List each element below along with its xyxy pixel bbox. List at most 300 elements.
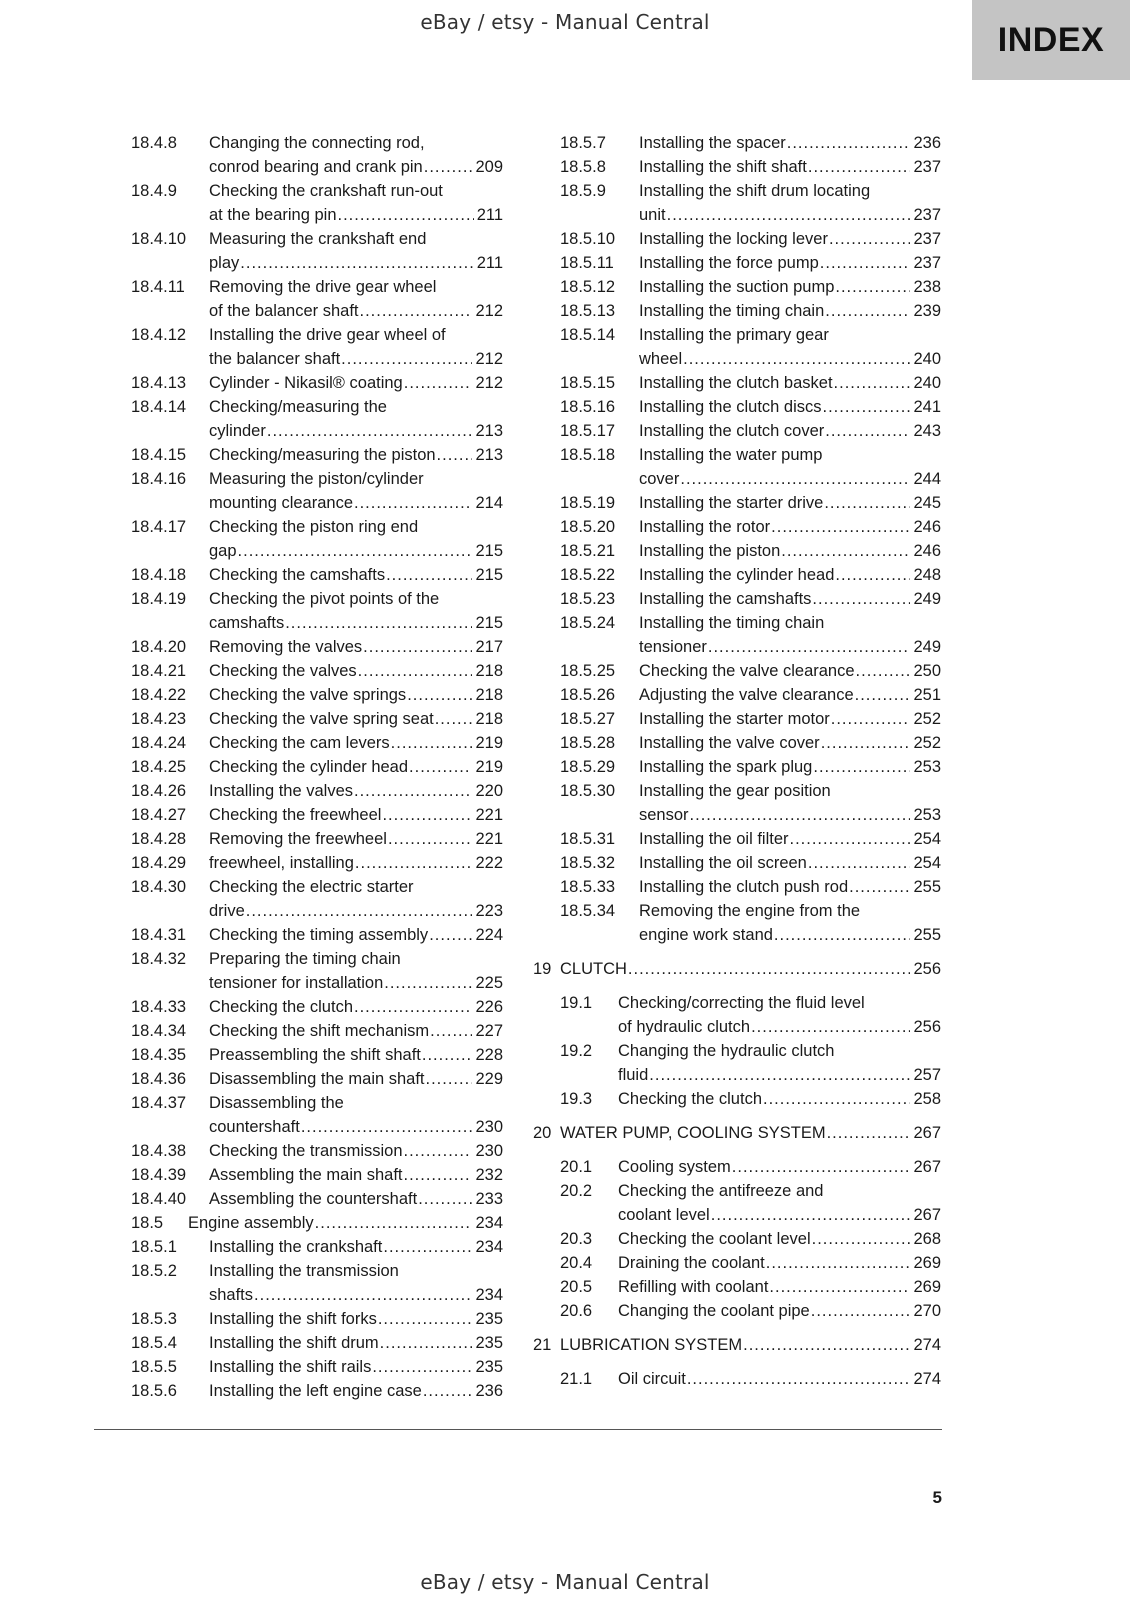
toc-entry-page: 217 xyxy=(475,638,503,656)
toc-entry[interactable] xyxy=(533,1087,941,1111)
toc-entry-page: 220 xyxy=(475,782,503,800)
toc-entry-title: Installing the starter motor xyxy=(639,710,830,728)
toc-entry-page: 258 xyxy=(913,1090,941,1108)
toc-entry-number: 19.3 xyxy=(560,1090,593,1108)
dot-leader xyxy=(812,587,910,611)
toc-entry[interactable] xyxy=(131,875,503,923)
dot-leader xyxy=(683,347,910,371)
toc-entry-page: 245 xyxy=(913,494,941,512)
toc-entry-title: CLUTCH xyxy=(560,960,627,978)
toc-entry-title: cover xyxy=(639,470,680,488)
toc-entry-number: 18.4.27 xyxy=(131,806,187,824)
dot-leader xyxy=(388,827,473,851)
toc-entry-number: 18.4.30 xyxy=(131,878,187,896)
toc-entry-number: 20.5 xyxy=(560,1278,593,1296)
toc-entry-title: LUBRICATION SYSTEM xyxy=(560,1336,743,1354)
toc-entry-number: 18.5.19 xyxy=(560,494,616,512)
toc-entry-page: 253 xyxy=(913,758,941,776)
toc-entry-number: 18.4.11 xyxy=(131,278,185,296)
toc-entry-title: Disassembling the xyxy=(209,1094,344,1112)
dot-leader xyxy=(824,491,910,515)
toc-entry[interactable] xyxy=(533,1121,941,1145)
toc-entry-number: 18.5.32 xyxy=(560,854,616,872)
toc-entry-number: 18.4.10 xyxy=(131,230,187,248)
toc-entry-page: 254 xyxy=(913,854,941,872)
toc-entry-page: 256 xyxy=(913,1018,941,1036)
toc-entry-title: countershaft xyxy=(209,1118,300,1136)
toc-entry[interactable] xyxy=(533,779,941,827)
toc-entry-number: 18.4.37 xyxy=(131,1094,187,1112)
toc-entry-title: Installing the suction pump xyxy=(639,278,835,296)
toc-entry[interactable] xyxy=(131,1235,503,1259)
dot-leader xyxy=(404,1163,473,1187)
toc-entry-title: Assembling the main shaft xyxy=(209,1166,403,1184)
toc-entry-number: 18.4.15 xyxy=(131,446,187,464)
toc-entry[interactable] xyxy=(533,251,941,275)
toc-entry-number: 18.5.29 xyxy=(560,758,616,776)
toc-entry[interactable] xyxy=(533,899,941,947)
toc-entry-page: 253 xyxy=(913,806,941,824)
toc-entry-title: freewheel, installing xyxy=(209,854,354,872)
toc-entry[interactable] xyxy=(131,851,503,875)
toc-entry-page: 228 xyxy=(475,1046,503,1064)
toc-entry[interactable] xyxy=(131,659,503,683)
toc-entry[interactable] xyxy=(131,1067,503,1091)
toc-entry-title: Measuring the crankshaft end xyxy=(209,230,427,248)
toc-entry-title: sensor xyxy=(639,806,689,824)
toc-entry[interactable] xyxy=(533,957,941,981)
toc-entry-page: 267 xyxy=(913,1158,941,1176)
toc-entry[interactable] xyxy=(533,155,941,179)
toc-entry[interactable] xyxy=(533,755,941,779)
index-tab: INDEX xyxy=(972,0,1130,80)
toc-entry-title: Installing the rotor xyxy=(639,518,771,536)
toc-entry-title: Installing the gear position xyxy=(639,782,831,800)
dot-leader xyxy=(238,539,473,563)
toc-entry-number: 18.5.28 xyxy=(560,734,616,752)
toc-entry-number: 19.1 xyxy=(560,994,593,1012)
toc-entry[interactable] xyxy=(131,467,503,515)
toc-entry[interactable] xyxy=(533,443,941,491)
toc-entry[interactable] xyxy=(131,1331,503,1355)
toc-entry[interactable] xyxy=(131,179,503,227)
toc-entry-number: 18.5.34 xyxy=(560,902,616,920)
toc-entry-page: 219 xyxy=(475,758,503,776)
toc-entry[interactable] xyxy=(131,779,503,803)
toc-entry[interactable] xyxy=(131,1355,503,1379)
toc-entry-number: 18.5.30 xyxy=(560,782,616,800)
dot-leader xyxy=(628,957,911,981)
dot-leader xyxy=(354,491,472,515)
toc-entry[interactable] xyxy=(533,419,941,443)
toc-entry-number: 18.4.31 xyxy=(131,926,187,944)
toc-entry-page: 267 xyxy=(913,1206,941,1224)
toc-entry-title: Cylinder - Nikasil® coating xyxy=(209,374,403,392)
toc-entry-title: Changing the coolant pipe xyxy=(618,1302,810,1320)
toc-entry-number: 20.4 xyxy=(560,1254,593,1272)
dot-leader xyxy=(315,1211,473,1235)
toc-entry[interactable] xyxy=(131,227,503,275)
toc-entry-number: 18.5.4 xyxy=(131,1334,177,1352)
toc-entry[interactable] xyxy=(533,991,941,1039)
toc-entry-page: 218 xyxy=(475,686,503,704)
toc-entry-page: 214 xyxy=(475,494,503,512)
toc-entry-title: Installing the shift shaft xyxy=(639,158,807,176)
toc-entry-number: 18.4.22 xyxy=(131,686,187,704)
dot-leader xyxy=(835,563,910,587)
toc-entry-title: cylinder xyxy=(209,422,266,440)
toc-entry-page: 246 xyxy=(913,518,941,536)
toc-entry-title: Installing the spacer xyxy=(639,134,786,152)
toc-entry[interactable] xyxy=(533,1179,941,1227)
toc-entry[interactable] xyxy=(131,323,503,371)
toc-entry[interactable] xyxy=(533,371,941,395)
toc-entry-title: Installing the valve cover xyxy=(639,734,820,752)
toc-entry[interactable] xyxy=(533,515,941,539)
dot-leader xyxy=(407,683,472,707)
toc-entry-page: 215 xyxy=(475,614,503,632)
toc-entry[interactable] xyxy=(131,1091,503,1139)
toc-entry[interactable] xyxy=(533,827,941,851)
toc-entry-title: Preparing the timing chain xyxy=(209,950,401,968)
toc-entry-title: Checking the freewheel xyxy=(209,806,382,824)
toc-entry-page: 243 xyxy=(913,422,941,440)
toc-entry-title: of the balancer shaft xyxy=(209,302,359,320)
dot-leader xyxy=(849,875,910,899)
toc-entry-title: Engine assembly xyxy=(188,1214,314,1232)
toc-entry[interactable] xyxy=(131,1043,503,1067)
toc-entry-number: 18.4.35 xyxy=(131,1046,187,1064)
dot-leader xyxy=(808,155,911,179)
toc-entry-page: 267 xyxy=(913,1124,941,1142)
toc-entry-page: 237 xyxy=(913,230,941,248)
toc-entry[interactable] xyxy=(533,1367,941,1391)
toc-entry[interactable] xyxy=(131,395,503,443)
toc-entry-title: Installing the drive gear wheel of xyxy=(209,326,446,344)
toc-entry-title: coolant level xyxy=(618,1206,710,1224)
toc-entry[interactable] xyxy=(131,923,503,947)
toc-entry-title: shafts xyxy=(209,1286,254,1304)
dot-leader xyxy=(834,371,911,395)
toc-entry[interactable] xyxy=(131,755,503,779)
toc-entry-number: 20.1 xyxy=(560,1158,593,1176)
toc-entry[interactable] xyxy=(533,395,941,419)
toc-entry-title: fluid xyxy=(618,1066,649,1084)
toc-entry-page: 237 xyxy=(913,254,941,272)
toc-entry-title: Draining the coolant xyxy=(618,1254,765,1272)
toc-entry-number: 18.5.2 xyxy=(131,1262,177,1280)
toc-entry[interactable] xyxy=(131,515,503,563)
toc-entry-page: 239 xyxy=(913,302,941,320)
toc-entry-number: 18.5.16 xyxy=(560,398,616,416)
toc-entry-title: Checking/correcting the fluid level xyxy=(618,994,865,1012)
toc-entry[interactable] xyxy=(533,1155,941,1179)
toc-entry[interactable] xyxy=(131,1163,503,1187)
toc-entry-number: 18.5.15 xyxy=(560,374,616,392)
toc-entry-page: 244 xyxy=(913,470,941,488)
dot-leader xyxy=(301,1115,473,1139)
toc-entry-title: Installing the oil screen xyxy=(639,854,807,872)
dot-leader xyxy=(763,1087,910,1111)
dot-leader xyxy=(829,227,911,251)
toc-entry[interactable] xyxy=(131,371,503,395)
dot-leader xyxy=(285,611,472,635)
toc-entry[interactable] xyxy=(533,227,941,251)
toc-entry-title: Changing the hydraulic clutch xyxy=(618,1042,835,1060)
toc-entry-title: Checking the valve springs xyxy=(209,686,407,704)
dot-leader xyxy=(360,299,473,323)
toc-entry-page: 218 xyxy=(475,662,503,680)
toc-entry-number: 18.5 xyxy=(131,1214,164,1232)
toc-entry-title: Checking the valve spring seat xyxy=(209,710,434,728)
page-number: 5 xyxy=(932,1488,942,1507)
dot-leader xyxy=(835,275,910,299)
dot-leader xyxy=(787,131,911,155)
toc-entry[interactable] xyxy=(131,1019,503,1043)
toc-entry[interactable] xyxy=(533,491,941,515)
toc-entry-number: 18.5.22 xyxy=(560,566,616,584)
toc-entry-page: 240 xyxy=(913,374,941,392)
toc-entry-page: 223 xyxy=(475,902,503,920)
toc-entry[interactable] xyxy=(131,683,503,707)
toc-entry[interactable] xyxy=(533,323,941,371)
toc-entry-title: Removing the engine from the xyxy=(639,902,861,920)
toc-entry-page: 240 xyxy=(913,350,941,368)
toc-entry-title: drive xyxy=(209,902,245,920)
dot-leader xyxy=(430,1019,472,1043)
toc-entry-title: Checking the piston ring end xyxy=(209,518,419,536)
toc-entry-title: Measuring the piston/cylinder xyxy=(209,470,424,488)
toc-entry[interactable] xyxy=(131,803,503,827)
toc-entry-page: 219 xyxy=(475,734,503,752)
toc-entry-title: the balancer shaft xyxy=(209,350,341,368)
dot-leader xyxy=(355,851,473,875)
toc-entry[interactable] xyxy=(131,587,503,635)
toc-entry[interactable] xyxy=(131,731,503,755)
toc-entry-page: 213 xyxy=(475,446,503,464)
toc-entry-page: 251 xyxy=(913,686,941,704)
toc-entry-title: Installing the cylinder head xyxy=(639,566,835,584)
toc-entry-page: 224 xyxy=(475,926,503,944)
toc-entry-title: Installing the clutch basket xyxy=(639,374,833,392)
toc-entry[interactable] xyxy=(533,1039,941,1087)
dot-leader xyxy=(404,1139,473,1163)
toc-entry[interactable] xyxy=(533,299,941,323)
toc-entry[interactable] xyxy=(131,131,503,179)
dot-leader xyxy=(811,1299,911,1323)
toc-entry-title: Installing the oil filter xyxy=(639,830,789,848)
toc-entry-number: 18.5.13 xyxy=(560,302,616,320)
toc-entry-title: Removing the freewheel xyxy=(209,830,387,848)
toc-entry-number: 18.5.8 xyxy=(560,158,606,176)
toc-entry-page: 270 xyxy=(913,1302,941,1320)
dot-leader xyxy=(383,1235,472,1259)
toc-entry[interactable] xyxy=(533,707,941,731)
toc-entry-title: Oil circuit xyxy=(618,1370,686,1388)
toc-entry-number: 18.5.9 xyxy=(560,182,606,200)
toc-entry-title: Checking/measuring the xyxy=(209,398,387,416)
toc-entry-title: Checking the camshafts xyxy=(209,566,386,584)
toc-entry-title: Installing the camshafts xyxy=(639,590,812,608)
dot-leader xyxy=(708,635,911,659)
dot-leader xyxy=(771,515,910,539)
toc-entry-page: 218 xyxy=(475,710,503,728)
toc-entry-title: Removing the valves xyxy=(209,638,363,656)
dot-leader xyxy=(354,779,472,803)
dot-leader xyxy=(680,467,910,491)
toc-entry-number: 18.5.23 xyxy=(560,590,616,608)
dot-leader xyxy=(423,1379,473,1403)
dot-leader xyxy=(781,539,910,563)
toc-entry[interactable] xyxy=(533,539,941,563)
dot-leader xyxy=(380,1331,473,1355)
dot-leader xyxy=(711,1203,911,1227)
toc-entry-number: 18.5.33 xyxy=(560,878,616,896)
dot-leader xyxy=(667,203,911,227)
toc-entry-page: 246 xyxy=(913,542,941,560)
dot-leader xyxy=(827,1121,911,1145)
toc-entry[interactable] xyxy=(533,179,941,227)
dot-leader xyxy=(774,923,911,947)
toc-entry-title: Installing the starter drive xyxy=(639,494,824,512)
toc-entry-title: Installing the shift drum locating xyxy=(639,182,871,200)
dot-leader xyxy=(831,707,911,731)
toc-entry-title: Installing the timing chain xyxy=(639,302,825,320)
toc-entry-number: 18.4.32 xyxy=(131,950,187,968)
dot-leader xyxy=(372,1355,472,1379)
dot-leader xyxy=(409,755,472,779)
toc-entry-title: Checking the antifreeze and xyxy=(618,1182,824,1200)
toc-entry-page: 234 xyxy=(475,1214,503,1232)
toc-entry-page: 211 xyxy=(476,254,503,272)
toc-entry[interactable] xyxy=(533,611,941,659)
dot-leader xyxy=(254,1283,472,1307)
dot-leader xyxy=(358,659,473,683)
toc-entry[interactable] xyxy=(131,635,503,659)
toc-entry[interactable] xyxy=(533,875,941,899)
toc-entry-title: Checking the crankshaft run-out xyxy=(209,182,443,200)
toc-entry[interactable] xyxy=(533,275,941,299)
toc-entry[interactable] xyxy=(131,443,503,467)
toc-entry-page: 269 xyxy=(913,1278,941,1296)
toc-entry-page: 248 xyxy=(913,566,941,584)
toc-entry[interactable] xyxy=(533,683,941,707)
toc-entry[interactable] xyxy=(131,1139,503,1163)
toc-entry[interactable] xyxy=(533,1251,941,1275)
toc-entry-number: 18.5.3 xyxy=(131,1310,177,1328)
toc-entry-page: 236 xyxy=(913,134,941,152)
toc-entry-number: 18.4.20 xyxy=(131,638,187,656)
toc-entry[interactable] xyxy=(131,1307,503,1331)
toc-entry-number: 18.5.31 xyxy=(560,830,616,848)
toc-entry-title: Assembling the countershaft xyxy=(209,1190,418,1208)
toc-entry-title: Checking the coolant level xyxy=(618,1230,811,1248)
toc-entry[interactable] xyxy=(533,131,941,155)
toc-entry-title: Checking the electric starter xyxy=(209,878,414,896)
toc-column-right xyxy=(533,131,941,1391)
toc-entry-title: Checking the valves xyxy=(209,662,357,680)
toc-entry-title: Installing the spark plug xyxy=(639,758,813,776)
footer-watermark: eBay / etsy - Manual Central xyxy=(420,1570,710,1594)
toc-entry[interactable] xyxy=(131,827,503,851)
toc-column-left xyxy=(131,131,503,1403)
toc-entry[interactable] xyxy=(533,1227,941,1251)
toc-entry-number: 18.4.13 xyxy=(131,374,187,392)
toc-entry-number: 18.4.17 xyxy=(131,518,187,536)
toc-entry-number: 18.5.12 xyxy=(560,278,616,296)
toc-entry-page: 238 xyxy=(913,278,941,296)
toc-entry-page: 211 xyxy=(476,206,503,224)
toc-entry[interactable] xyxy=(533,587,941,611)
toc-entry-title: Disassembling the main shaft xyxy=(209,1070,425,1088)
toc-entry[interactable] xyxy=(533,851,941,875)
toc-entry[interactable] xyxy=(533,1333,941,1357)
toc-entry-number: 20.6 xyxy=(560,1302,593,1320)
dot-leader xyxy=(766,1251,911,1275)
toc-entry[interactable] xyxy=(533,1299,941,1323)
toc-entry[interactable] xyxy=(533,731,941,755)
toc-entry[interactable] xyxy=(131,995,503,1019)
toc-entry-title: unit xyxy=(639,206,666,224)
toc-entry-title: Refilling with coolant xyxy=(618,1278,769,1296)
toc-entry-page: 254 xyxy=(913,830,941,848)
toc-entry[interactable] xyxy=(533,659,941,683)
dot-leader xyxy=(240,251,473,275)
toc-entry-number: 18.5.1 xyxy=(131,1238,177,1256)
toc-entry[interactable] xyxy=(131,947,503,995)
toc-entry-number: 18.4.36 xyxy=(131,1070,187,1088)
toc-entry-page: 230 xyxy=(475,1142,503,1160)
toc-entry-number: 18.5.7 xyxy=(560,134,606,152)
toc-entry-number: 19 xyxy=(533,960,552,978)
toc-entry-number: 18.5.10 xyxy=(560,230,616,248)
toc-entry[interactable] xyxy=(131,1211,503,1235)
toc-entry-number: 18.4.9 xyxy=(131,182,177,200)
toc-entry-number: 18.4.18 xyxy=(131,566,187,584)
toc-entry[interactable] xyxy=(131,707,503,731)
dot-leader xyxy=(267,419,473,443)
toc-entry-page: 274 xyxy=(913,1370,941,1388)
toc-entry-title: Removing the drive gear wheel xyxy=(209,278,437,296)
toc-entry[interactable] xyxy=(131,563,503,587)
toc-entry-page: 249 xyxy=(913,590,941,608)
toc-entry[interactable] xyxy=(131,1379,503,1403)
toc-entry-title: Installing the clutch discs xyxy=(639,398,822,416)
toc-entry[interactable] xyxy=(131,1259,503,1307)
toc-entry-page: 234 xyxy=(475,1286,503,1304)
toc-entry[interactable] xyxy=(131,275,503,323)
toc-entry-title: Installing the force pump xyxy=(639,254,819,272)
dot-leader xyxy=(386,563,472,587)
toc-entry-number: 18.4.23 xyxy=(131,710,187,728)
toc-entry-number: 20.2 xyxy=(560,1182,593,1200)
toc-entry[interactable] xyxy=(533,563,941,587)
toc-entry-title: camshafts xyxy=(209,614,285,632)
toc-entry-title: Checking the shift mechanism xyxy=(209,1022,430,1040)
dot-leader xyxy=(790,827,911,851)
toc-entry-number: 18.5.26 xyxy=(560,686,616,704)
toc-entry-number: 18.4.19 xyxy=(131,590,187,608)
toc-entry[interactable] xyxy=(533,1275,941,1299)
toc-entry-number: 19.2 xyxy=(560,1042,593,1060)
toc-entry-page: 229 xyxy=(475,1070,503,1088)
toc-entry[interactable] xyxy=(131,1187,503,1211)
toc-entry-number: 18.4.14 xyxy=(131,398,187,416)
dot-leader xyxy=(437,443,473,467)
toc-entry-page: 234 xyxy=(475,1238,503,1256)
footer-divider xyxy=(94,1429,942,1430)
dot-leader xyxy=(363,635,472,659)
